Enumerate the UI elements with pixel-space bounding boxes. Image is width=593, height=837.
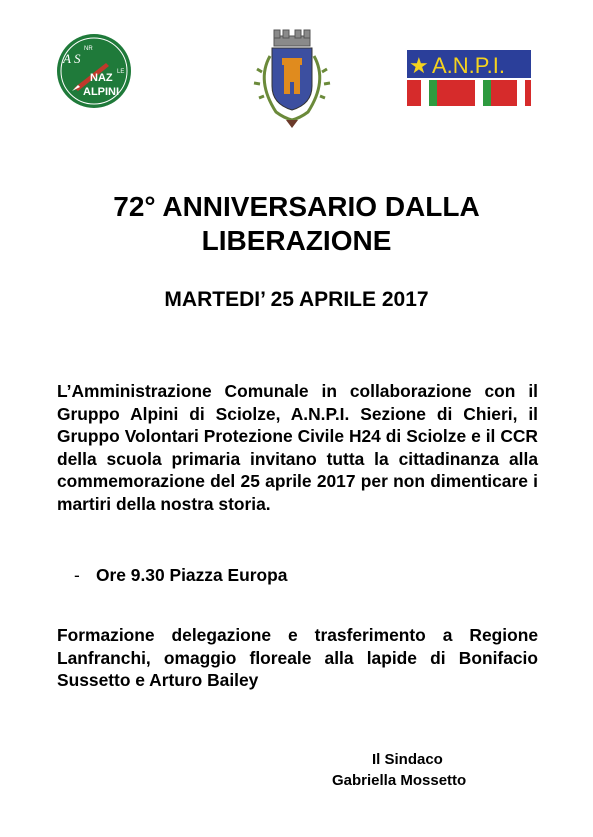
- intro-paragraph: L’Amministrazione Comunale in collaborazione con il Gruppo Alpini di Sciolze, A.N.P.I. Sezione di Chieri, il Gruppo Volontari Protezione Civile H24 di Sciolze e il CCR della scuola primaria invitano tutta la cittadinanza alla commemorazione del 25 aprile 2017 per non dimenticare i martiri della nostra storia.: [57, 381, 538, 514]
- ana-logo: [54, 33, 134, 109]
- municipal-crest: [250, 26, 334, 130]
- bullet-dash: -: [74, 565, 80, 585]
- anpi-logo: [405, 48, 533, 108]
- signature-role: Il Sindaco: [372, 751, 443, 768]
- ana-text-top: NAZ: [90, 72, 113, 84]
- ana-suffix-nr: NR: [84, 46, 93, 52]
- event-date: MARTEDI’ 25 APRILE 2017: [164, 288, 429, 311]
- ana-initials: A S: [63, 51, 81, 66]
- signature-name: Gabriella Mossetto: [332, 772, 467, 789]
- star-icon: ★: [409, 54, 429, 79]
- schedule-item-text: Ore 9.30 Piazza Europa: [96, 565, 288, 585]
- title-line-1: 72° ANNIVERSARIO DALLA: [113, 191, 480, 222]
- title-line-2: LIBERAZIONE: [201, 225, 392, 256]
- ana-suffix-le: LE: [117, 69, 125, 75]
- anpi-text: A.N.P.I.: [432, 53, 505, 78]
- ana-text-bottom: ALPINI: [83, 86, 120, 98]
- schedule-item: [74, 565, 287, 586]
- formation-paragraph: Formazione delegazione e trasferimento a Regione Lanfranchi, omaggio floreale alla lapide di Bonifacio Sussetto e Arturo Bailey: [57, 625, 538, 690]
